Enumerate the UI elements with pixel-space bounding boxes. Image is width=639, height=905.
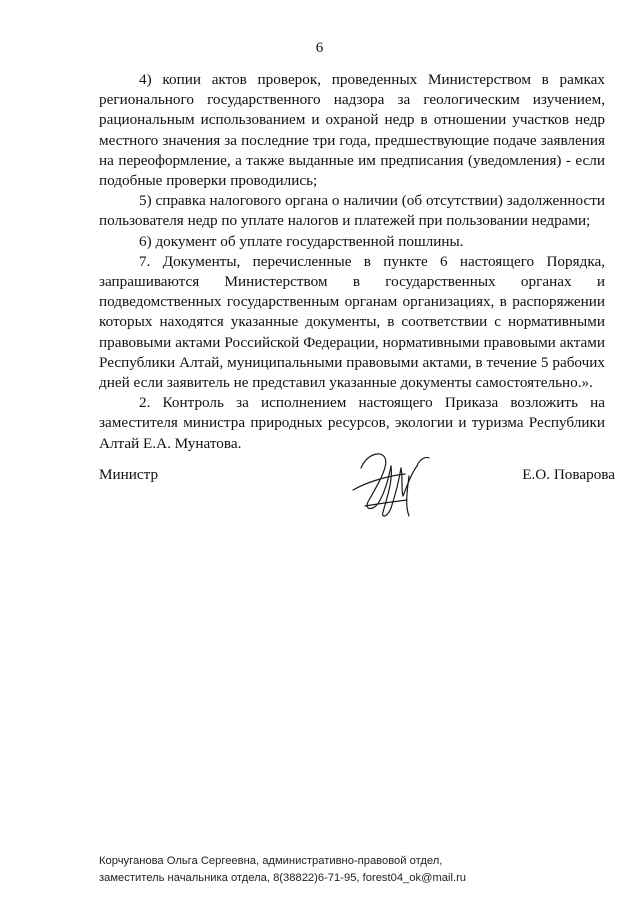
executor-name-line: Корчуганова Ольга Сергеевна, административно-правовой отдел,: [99, 855, 443, 867]
signatory-title: Министр: [99, 466, 159, 483]
paragraph-point-2: 2. Контроль за исполнением настоящего Приказа возложить на заместителя министра природных ресурсов, экологии и туризма Республики Алтай Е.А. Мунатова.: [99, 394, 605, 452]
signature-block: [99, 462, 615, 522]
document-body: [99, 70, 605, 454]
executor-contact: [99, 853, 619, 887]
signatory-name: Е.О. Поварова: [522, 466, 615, 483]
paragraph-item-5: 5) справка налогового органа о наличии (об отсутствии) задолженности пользователя недр по уплате налогов и платежей при пользовании недрами;: [99, 192, 605, 230]
paragraph-item-6: 6) документ об уплате государственной пошлины.: [139, 232, 464, 250]
paragraph-item-4: 4) копии актов проверок, проведенных Министерством в рамках регионального государственного надзора за геологическим изучением, рациональным использованием и охраной недр в отношении участков недр местного значения за последние три года, предшествующие подаче заявления на переоформление, а также выданные им предписания (уведомления) - если подобные проверки проводились;: [99, 71, 605, 190]
executor-contact-line: заместитель начальника отдела, 8(38822)6-71-95, forest04_ok@mail.ru: [99, 872, 467, 884]
paragraph-point-7: 7. Документы, перечисленные в пункте 6 настоящего Порядка, запрашиваются Министерством в государственных органах и подведомственных государственным органам организациях, в распоряжении которых находятся указанные документы, в соответствии с нормативными правовыми актами Российской Федерации, нормативными правовыми актами Республики Алтай, муниципальными правовыми актами, в течение 5 рабочих дней если заявитель не представил указанные документы самостоятельно.».: [99, 252, 605, 392]
handwritten-signature: [347, 446, 437, 522]
page-number: 6: [315, 40, 324, 56]
